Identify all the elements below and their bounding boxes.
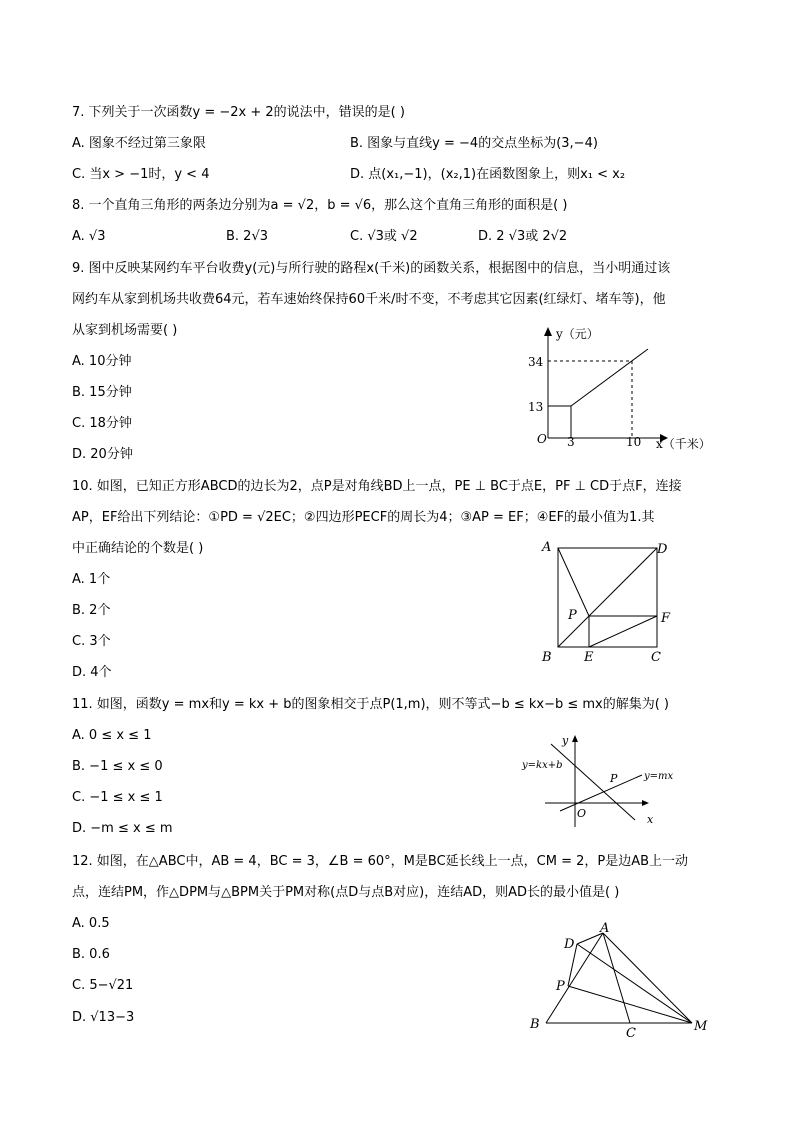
q10-option-d[interactable]: D. 4个 <box>72 665 112 680</box>
q12-option-d[interactable]: D. √13−3 <box>72 1010 135 1025</box>
q12-segment-dm <box>577 944 692 1023</box>
q11-option-b[interactable]: B. −1 ≤ x ≤ 0 <box>72 759 163 774</box>
q8-option-d[interactable]: D. 2 √3或 2√2 <box>478 229 568 244</box>
q12-stem-line1: 12. 如图，在△ABC中，AB = 4，BC = 3，∠B = 60°，M是BC延长线上一点，CM = 2，P是边AB上一动 <box>72 854 689 869</box>
q8-option-b[interactable]: B. 2√3 <box>226 229 269 244</box>
q10-stem-line3: 中正确结论的个数是( ) <box>72 541 204 556</box>
q11-label-y: y <box>562 734 569 747</box>
q7-option-b[interactable]: B. 图象与直线y = −4的交点坐标为(3,−4) <box>350 136 598 151</box>
q9-option-c[interactable]: C. 18分钟 <box>72 416 132 431</box>
q11-label-x: x <box>647 813 654 826</box>
q10-label-a: A <box>542 540 552 555</box>
q10-label-p: P <box>568 608 577 623</box>
q9-x-tick-3: 3 <box>567 435 575 449</box>
q10-label-c: C <box>651 650 661 665</box>
q11-stem: 11. 如图，函数y = mx和y = kx + b的图象相交于点P(1,m)，则不等式−b ≤ kx−b ≤ mx的解集为( ) <box>72 697 670 712</box>
q9-y-label: y（元） <box>556 327 599 341</box>
q10-stem-line2: AP，EF给出下列结论：①PD = √2EC；②四边形PECF的周长为4；③AP = EF；④EF的最小值为1.其 <box>72 510 655 525</box>
q12-label-m: M <box>694 1019 708 1034</box>
q9-stem-line1: 9. 图中反映某网约车平台收费y(元)与所行驶的路程x(千米)的函数关系，根据图中的信息，当小明通过该 <box>72 261 671 276</box>
q12-segment-ab <box>546 933 603 1023</box>
q9-x-tick-10: 10 <box>626 435 642 449</box>
q8-option-c[interactable]: C. √3或 √2 <box>350 229 418 244</box>
q9-y-tick-34: 34 <box>528 355 544 369</box>
q9-option-d[interactable]: D. 20分钟 <box>72 447 133 462</box>
q10-label-d: D <box>657 542 668 557</box>
q12-stem-line2: 点，连结PM，作△DPM与△BPM关于PM对称(点D与点B对应)，连结AD，则AD长的最小值是( ) <box>72 885 620 900</box>
q9-option-b[interactable]: B. 15分钟 <box>72 385 132 400</box>
q10-option-a[interactable]: A. 1个 <box>72 572 111 587</box>
q11-label-line2: y=mx <box>644 771 674 782</box>
q11-label-p: P <box>610 772 618 785</box>
q11-label-line1: y=kx+b <box>522 760 563 771</box>
q10-option-c[interactable]: C. 3个 <box>72 634 111 649</box>
q11-label-o: O <box>577 807 587 820</box>
q10-label-b: B <box>542 650 552 665</box>
q11-option-c[interactable]: C. −1 ≤ x ≤ 1 <box>72 790 163 805</box>
q10-stem-line1: 10. 如图，已知正方形ABCD的边长为2，点P是对角线BD上一点，PE ⊥ BC于点E，PF ⊥ CD于点F，连接 <box>72 479 682 494</box>
q10-label-e: E <box>584 650 594 665</box>
q11-option-d[interactable]: D. −m ≤ x ≤ m <box>72 821 173 836</box>
q7-option-c[interactable]: C. 当x > −1时，y < 4 <box>72 167 210 182</box>
q7-option-a[interactable]: A. 图象不经过第三象限 <box>72 136 206 151</box>
q7-option-d[interactable]: D. 点(x₁,−1)，(x₂,1)在函数图象上，则x₁ < x₂ <box>350 167 626 182</box>
q12-option-c[interactable]: C. 5−√21 <box>72 978 134 993</box>
q10-label-f: F <box>661 611 671 626</box>
q9-stem-line2: 网约车从家到机场共收费64元，若车速始终保持60千米/时不变，不考虑其它因素(红绿灯、堵车等)，他 <box>72 292 666 307</box>
q11-option-a[interactable]: A. 0 ≤ x ≤ 1 <box>72 728 152 743</box>
q12-label-d: D <box>564 937 575 952</box>
q10-option-b[interactable]: B. 2个 <box>72 603 111 618</box>
q12-label-c: C <box>626 1026 636 1041</box>
q9-x-label: x（千米） <box>656 437 711 451</box>
q12-label-b: B <box>530 1017 540 1032</box>
q7-stem: 7. 下列关于一次函数y = −2x + 2的说法中，错误的是( ) <box>72 105 405 120</box>
q9-y-tick-13: 13 <box>528 400 544 414</box>
q12-option-a[interactable]: A. 0.5 <box>72 916 110 931</box>
q12-label-p: P <box>556 979 565 994</box>
q12-option-b[interactable]: B. 0.6 <box>72 947 110 962</box>
q8-stem: 8. 一个直角三角形的两条边分别为a = √2，b = √6，那么这个直角三角形的面积是( ) <box>72 198 568 213</box>
q9-origin-label: O <box>537 432 547 446</box>
q12-label-a: A <box>600 921 610 936</box>
q9-stem-line3: 从家到机场需要( ) <box>72 323 178 338</box>
q9-option-a[interactable]: A. 10分钟 <box>72 354 132 369</box>
q8-option-a[interactable]: A. √3 <box>72 229 106 244</box>
